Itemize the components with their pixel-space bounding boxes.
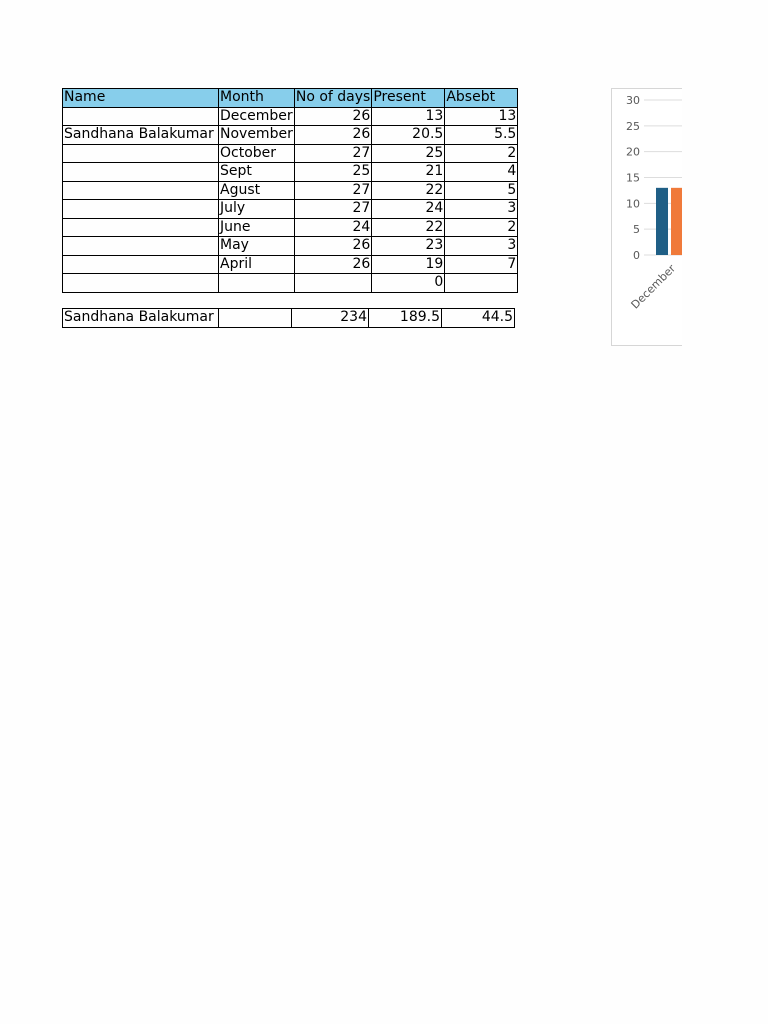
table-row <box>63 107 518 126</box>
cell-absent[interactable]: 7 <box>445 255 518 274</box>
cell-name[interactable] <box>63 144 219 163</box>
header-row <box>63 89 518 108</box>
header-cell-present[interactable]: Present <box>372 89 445 108</box>
y-tick-label: 30 <box>626 94 640 107</box>
cell-present[interactable]: 25 <box>372 144 445 163</box>
table-row <box>63 200 518 219</box>
y-tick-label: 10 <box>626 197 640 211</box>
cell-absent[interactable]: 13 <box>445 107 518 126</box>
cell-days[interactable]: 26 <box>294 255 371 274</box>
table-row <box>63 237 518 256</box>
bar[interactable] <box>656 188 668 255</box>
cell-name[interactable]: Sandhana Balakumar <box>63 126 219 145</box>
cell-name[interactable] <box>63 200 219 219</box>
cell-days[interactable] <box>294 274 371 293</box>
cell-present[interactable]: 22 <box>372 181 445 200</box>
attendance-table <box>62 88 518 293</box>
table-row <box>63 218 518 237</box>
cell-absent[interactable]: 2 <box>445 144 518 163</box>
chart-container[interactable] <box>611 88 682 346</box>
cell-days[interactable]: 26 <box>294 237 371 256</box>
cell-present[interactable]: 21 <box>372 163 445 182</box>
summary-row <box>63 309 515 328</box>
cell-present[interactable]: 19 <box>372 255 445 274</box>
summary-absent-cell[interactable]: 44.5 <box>442 309 515 328</box>
cell-name[interactable] <box>63 218 219 237</box>
cell-month[interactable]: April <box>219 255 295 274</box>
cell-month[interactable]: December <box>220 107 293 124</box>
header-cell-days[interactable]: No of days <box>295 89 371 106</box>
cell-name[interactable] <box>63 107 219 126</box>
cell-month[interactable]: November <box>220 126 293 143</box>
x-tick-label: December <box>628 261 679 312</box>
cell-days[interactable]: 26 <box>294 126 371 145</box>
cell-absent[interactable] <box>445 274 518 293</box>
cell-days[interactable]: 27 <box>294 181 371 200</box>
cell-month[interactable] <box>219 274 295 293</box>
table-row <box>63 163 518 182</box>
cell-days[interactable]: 27 <box>294 200 371 219</box>
cell-name[interactable] <box>63 237 219 256</box>
header-cell-absent[interactable]: Absebt <box>445 89 518 108</box>
summary-present-cell[interactable]: 189.5 <box>369 309 442 328</box>
table-row <box>63 274 518 293</box>
cell-absent[interactable]: 5.5 <box>445 126 518 145</box>
table-row <box>63 181 518 200</box>
cell-name[interactable] <box>63 163 219 182</box>
cell-days[interactable]: 24 <box>294 218 371 237</box>
cell-present[interactable]: 0 <box>372 274 445 293</box>
cell-days[interactable]: 26 <box>294 107 371 126</box>
header-cell-name[interactable]: Name <box>63 89 219 108</box>
cell-present[interactable]: 24 <box>372 200 445 219</box>
cell-absent[interactable]: 2 <box>445 218 518 237</box>
cell-month[interactable]: June <box>219 218 295 237</box>
summary-month-cell[interactable] <box>219 309 292 328</box>
cell-month[interactable]: Agust <box>219 181 295 200</box>
cell-month[interactable]: October <box>219 144 295 163</box>
summary-name-cell[interactable]: Sandhana Balakumar <box>63 309 219 328</box>
y-tick-label: 5 <box>633 223 640 237</box>
cell-absent[interactable]: 3 <box>445 200 518 219</box>
table-row <box>63 144 518 163</box>
y-tick-label: 20 <box>626 145 640 159</box>
summary-table <box>62 308 515 328</box>
bar[interactable] <box>671 188 682 255</box>
bar-chart <box>612 89 682 345</box>
summary-days-cell[interactable]: 234 <box>292 309 369 328</box>
cell-days[interactable]: 25 <box>294 163 371 182</box>
cell-absent[interactable]: 3 <box>445 237 518 256</box>
cell-name[interactable] <box>63 274 219 293</box>
cell-month[interactable]: July <box>219 200 295 219</box>
table-row <box>63 255 518 274</box>
cell-name[interactable] <box>63 255 219 274</box>
cell-days[interactable]: 27 <box>294 144 371 163</box>
cell-month[interactable]: May <box>219 237 295 256</box>
header-cell-month[interactable]: Month <box>219 89 295 108</box>
cell-absent[interactable]: 5 <box>445 181 518 200</box>
y-tick-label: 25 <box>626 119 640 133</box>
cell-name[interactable] <box>63 181 219 200</box>
cell-present[interactable]: 20.5 <box>372 126 445 145</box>
cell-absent[interactable]: 4 <box>445 163 518 182</box>
table-row <box>63 126 518 145</box>
cell-present[interactable]: 23 <box>372 237 445 256</box>
cell-present[interactable]: 13 <box>372 107 445 126</box>
cell-month[interactable]: Sept <box>219 163 295 182</box>
y-tick-label: 0 <box>633 249 640 262</box>
y-tick-label: 15 <box>626 171 640 185</box>
cell-present[interactable]: 22 <box>372 218 445 237</box>
